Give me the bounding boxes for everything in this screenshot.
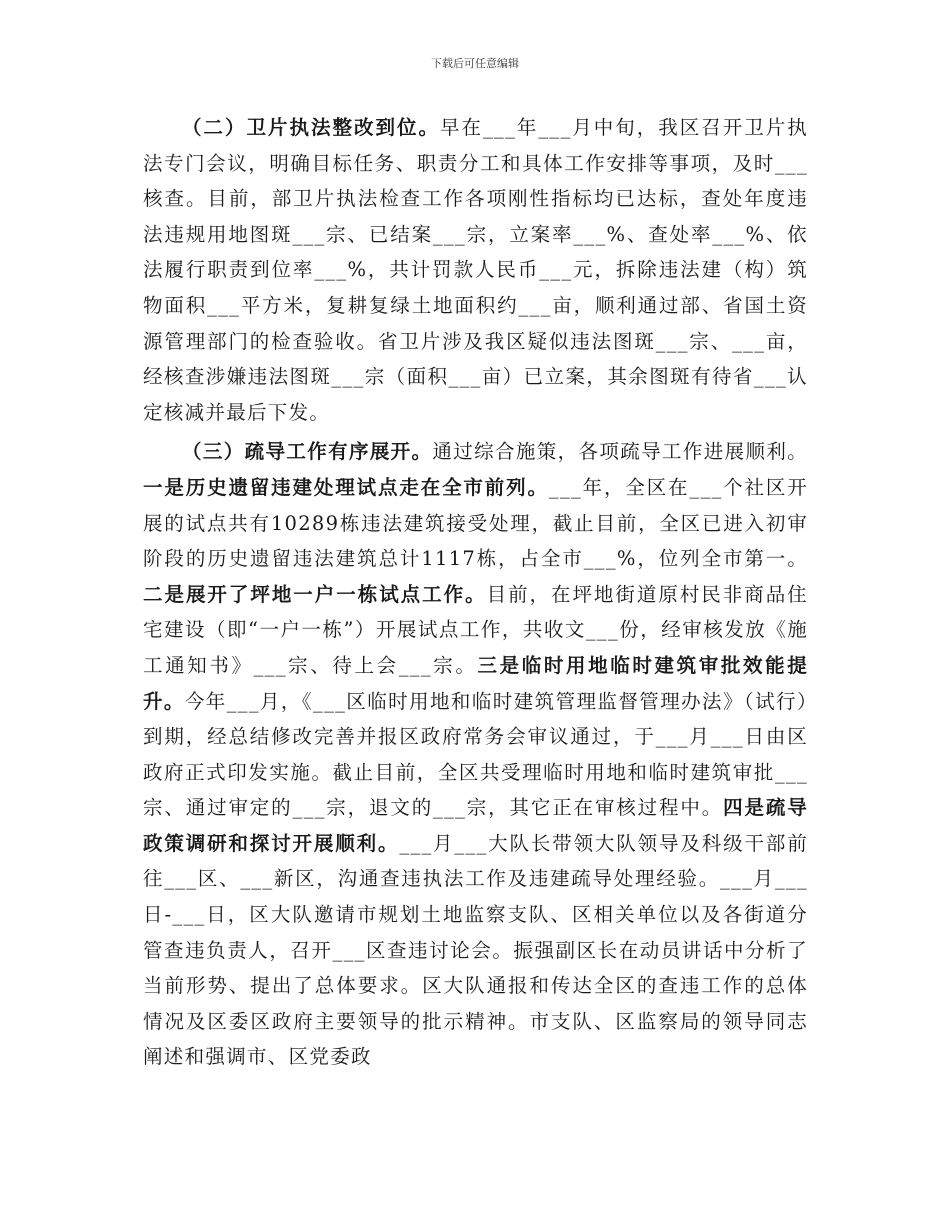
page-header: 下载后可任意编辑	[431, 57, 519, 70]
point-three-heading: 三是临时用地临时建筑审批效能提升。	[143, 653, 808, 713]
point-four-heading: 四是疏导政策调研和探讨开展顺利。	[143, 796, 809, 855]
point-one-text: ___年，全区在___个社区开展的试点共有10289栋违法建筑接受处理，截止目前，全区已进入初审阶段的历史遗留违法建筑总计1117栋，占全市___%，位列全市第一。	[143, 475, 809, 571]
point-four-text: ___月___大队长带领大队领导及科级干部前往___区、___新区，沟通查违执法工作及违建疏导处理经验。___月___日-___日，区大队邀请市规划土地监察支队、区相关单位以及各街道分管查违负责人，召开___区查违讨论会。振强副区长在动员讲话中分析了当前形势、提出了总体要求。区大队通报和传达全区的查违工作的总体情况及区委区政府主要领导的批示精神。市支队、区监察局的领导同志阐述和强调市、区党委政	[143, 831, 808, 1069]
point-two-heading: 二是展开了坪地一户一栋试点工作。	[143, 582, 487, 606]
paragraph-heading: （三）疏导工作有序展开。	[182, 440, 433, 464]
paragraph-text: 通过综合施策，各项疏导工作进展顺利。	[432, 440, 808, 464]
paragraph-enforcement-rectification	[143, 110, 808, 430]
point-three-text: 今年___月，《___区临时用地和临时建筑管理监督管理办法》（试行）到期，经总结修改完善并报区政府常务会审议通过，于___月___日由区政府正式印发实施。截止目前，全区共受理临时用地和临时建筑审批___宗、通过审定的___宗，退文的___宗，其它正在审核过程中。	[143, 689, 808, 820]
point-two-text: 目前，在坪地街道原村民非商品住宅建设（即“一户一栋”）开展试点工作，共收文___份，经审核发放《施工通知书》___宗、待上会___宗。	[143, 582, 808, 677]
paragraph-text: 早在___年___月中旬，我区召开卫片执法专门会议，明确目标任务、职责分工和具体工作安排等事项，及时___核查。目前，部卫片执法检查工作各项刚性指标均已达标，查处年度违法违规用地图斑___宗、已结案___宗，立案率___%、查处率___%、依法履行职责到位率___%，共计罚款人民币___元，拆除违法建（构）筑物面积___平方米，复耕复绿土地面积约___亩，顺利通过部、省国土资源管理部门的检查验收。省卫片涉及我区疑似违法图斑___宗、___亩，经核查涉嫌违法图斑___宗（面积___亩）已立案，其余图斑有待省___认定核减并最后下发。	[143, 116, 808, 424]
document-body	[143, 110, 808, 1079]
point-one-heading: 一是历史遗留违建处理试点走在全市前列。	[143, 475, 549, 499]
paragraph-guidance-work	[143, 434, 808, 1075]
paragraph-heading: （二）卫片执法整改到位。	[182, 116, 440, 139]
